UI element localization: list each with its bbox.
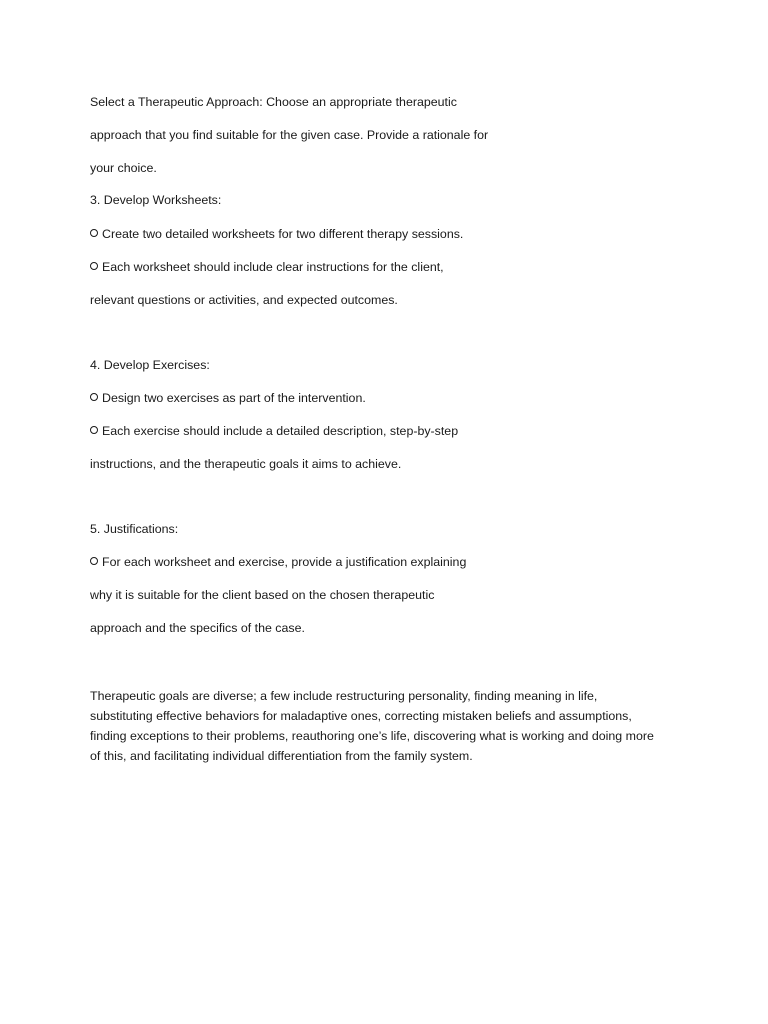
bullet-item xyxy=(90,423,458,439)
bullet-item xyxy=(90,259,444,275)
circle-bullet-icon xyxy=(90,393,98,401)
text-line: why it is suitable for the client based on the chosen therapeutic xyxy=(90,588,435,602)
text-line: relevant questions or activities, and expected outcomes. xyxy=(90,293,398,307)
text-line: your choice. xyxy=(90,161,157,175)
bullet-text: Design two exercises as part of the intervention. xyxy=(102,391,366,405)
bullet-item xyxy=(90,554,466,570)
paragraph-line: Therapeutic goals are diverse; a few include restructuring personality, finding meaning in life, xyxy=(90,689,598,703)
paragraph-line: finding exceptions to their problems, reauthoring one’s life, discovering what is working and doing more xyxy=(90,729,654,743)
text-line: Select a Therapeutic Approach: Choose an appropriate therapeutic xyxy=(90,95,457,109)
bullet-text: Create two detailed worksheets for two different therapy sessions. xyxy=(102,227,464,241)
circle-bullet-icon xyxy=(90,557,98,565)
text-line: approach and the specifics of the case. xyxy=(90,621,305,635)
bullet-item xyxy=(90,390,366,406)
text-line: instructions, and the therapeutic goals it aims to achieve. xyxy=(90,457,402,471)
section-heading-justifications: 5. Justifications: xyxy=(90,522,179,536)
paragraph-line: of this, and facilitating individual differentiation from the family system. xyxy=(90,749,473,763)
circle-bullet-icon xyxy=(90,262,98,270)
bullet-text: For each worksheet and exercise, provide a justification explaining xyxy=(102,555,467,569)
therapeutic-goals-paragraph xyxy=(90,686,690,766)
circle-bullet-icon xyxy=(90,229,98,237)
section-heading-exercises: 4. Develop Exercises: xyxy=(90,358,210,372)
paragraph-line: substituting effective behaviors for maladaptive ones, correcting mistaken beliefs and assumptions, xyxy=(90,709,632,723)
bullet-text: Each exercise should include a detailed description, step-by-step xyxy=(102,424,459,438)
circle-bullet-icon xyxy=(90,426,98,434)
section-heading-worksheets: 3. Develop Worksheets: xyxy=(90,193,222,207)
bullet-text: Each worksheet should include clear instructions for the client, xyxy=(102,260,444,274)
bullet-item xyxy=(90,226,463,242)
text-line: approach that you find suitable for the given case. Provide a rationale for xyxy=(90,128,489,142)
